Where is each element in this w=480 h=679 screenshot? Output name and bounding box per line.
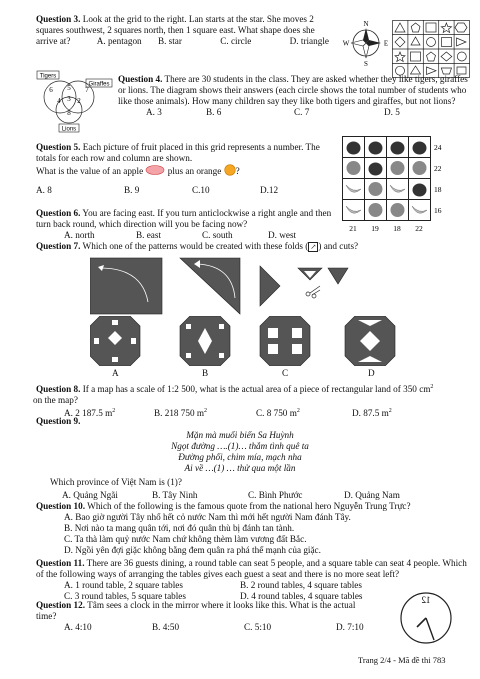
- pattern-label-d[interactable]: D: [368, 368, 375, 378]
- question-number: Question 3.: [36, 14, 81, 24]
- option-a[interactable]: A. Quảng Ngãi: [62, 490, 118, 500]
- question-6: [36, 208, 336, 241]
- question-7: Question 7. Which one of the patterns would be created with these folds ( ↗ ) and cuts?: [36, 241, 359, 251]
- question-text: Which one of the patterns would be created with these folds (: [80, 241, 309, 251]
- orange-icon: [413, 161, 427, 175]
- orange-icon: [224, 164, 236, 176]
- option-c[interactable]: C. Bình Phước: [248, 490, 303, 500]
- question-9-options: [62, 490, 470, 501]
- option-c[interactable]: C. Ta thà làm quỷ nước Nam chứ không thèm làm vương đất Bắc.: [64, 534, 307, 544]
- option-d[interactable]: D. triangle: [289, 36, 329, 46]
- orange-icon: [369, 182, 383, 196]
- option-d[interactable]: D. 4 round tables, 4 square tables: [240, 591, 363, 601]
- orange-icon: [369, 203, 383, 217]
- option-d[interactable]: D. Quảng Nam: [344, 490, 400, 500]
- poem-line-4: Ai về …(1) … thử qua một lần: [184, 463, 296, 473]
- option-c[interactable]: C. 3 round tables, 5 square tables: [64, 591, 186, 601]
- question-3: [36, 14, 336, 47]
- venn-n3: 3: [67, 95, 71, 103]
- page-footer: Trang 2/4 - Mã đề thi 783: [358, 655, 446, 665]
- option-d[interactable]: D. west: [268, 230, 297, 240]
- option-b[interactable]: B. star: [157, 36, 182, 46]
- poem-line-3: Đường phối, chim mía, mạch nha: [178, 452, 302, 462]
- compass-w: W: [342, 39, 350, 48]
- question-text: If a map has a scale of 1:2 500, what is the actual area of a piece of rectangular land of 350 cm: [80, 384, 431, 395]
- question-number: Question 8.: [36, 384, 81, 395]
- option-c[interactable]: C. south: [202, 230, 233, 240]
- apple-icon: [391, 142, 405, 155]
- venn-n2: 2: [77, 97, 81, 105]
- option-d[interactable]: D. Ngồi yên đợi giặc không bằng đem quân ra phá thế mạnh của giặc.: [64, 545, 321, 555]
- option-b[interactable]: B. 218 750 $m^2$: [154, 408, 208, 419]
- question-10: [36, 501, 470, 556]
- option-c[interactable]: C. 8 750 $m^2$: [256, 408, 300, 419]
- orange-icon: [391, 161, 405, 175]
- option-b[interactable]: B. 2 round tables, 4 square tables: [240, 580, 362, 590]
- col-total-2: 19: [371, 224, 379, 233]
- question-12: [36, 600, 366, 633]
- option-d[interactable]: D. 87.5 $m^2$: [352, 408, 392, 419]
- folding-steps: [90, 254, 360, 318]
- compass-n: N: [363, 20, 369, 28]
- question-number: Question 7.: [36, 241, 81, 251]
- venn-n7: 7: [85, 86, 89, 94]
- compass-rose: [342, 18, 390, 68]
- question-9-ask: Which province of Việt Nam is (1)?: [50, 477, 182, 487]
- compass-s: S: [364, 60, 368, 68]
- pattern-options: [90, 316, 410, 366]
- option-a[interactable]: A. pentagon: [96, 36, 142, 46]
- venn-label-giraffes: Giraffes: [88, 81, 110, 88]
- option-b[interactable]: B. 6: [206, 107, 222, 117]
- option-c[interactable]: C. 5:10: [244, 622, 272, 632]
- poem-line-1: Mặn mà muối biển Sa Huỳnh: [186, 430, 294, 440]
- question-4: [118, 74, 468, 118]
- question-text: Each picture of fruit placed in this grid represents a number. The totals for each row and column are shown.: [36, 142, 320, 163]
- compass-e: E: [383, 39, 389, 48]
- mirror-clock: [398, 588, 454, 648]
- option-a[interactable]: A. 1 round table, 2 square tables: [64, 580, 183, 590]
- pattern-label-b[interactable]: B: [202, 368, 209, 378]
- option-d[interactable]: D. 7:10: [336, 622, 364, 632]
- option-b[interactable]: B. east: [136, 230, 162, 240]
- question-number: Question 10.: [36, 501, 86, 511]
- apple-icon: [413, 184, 427, 197]
- question-number: Question 5.: [36, 142, 81, 152]
- poem-line-2: Ngọt đường ….(1)… thắm tình quê ta: [171, 441, 309, 451]
- question-5: Question 5. Each picture of fruit placed in this grid represents a number. The totals for each row and column are shown. What is the value of an apple plus an orange ? A. 8 B. 9 C.10 D.12: [36, 142, 320, 195]
- question-9: [36, 416, 470, 427]
- option-d[interactable]: D. 5: [384, 107, 400, 117]
- shape-grid: [392, 20, 470, 78]
- col-total-4: 22: [415, 224, 423, 233]
- question-8: Question 8. If a map has a scale of 1:2 500, what is the actual area of a piece of rectangular land of 350 $cm^2$ on the map? A. 2 187.5 $m^2$ B. 218 750 $m^2$ C. 8 750 $m^2$ D. 87.5 $m^2$: [33, 384, 434, 419]
- question-number: Question 11.: [36, 558, 85, 568]
- venn-n8: 8: [67, 109, 71, 117]
- option-b[interactable]: B. Tây Ninh: [152, 490, 198, 500]
- question-text: Tâm sees a clock in the mirror where it looks like this. What is the actual time?: [36, 600, 356, 621]
- question-text: There are 36 guests dining, a round table can seat 5 people, and a square table can seat 4 people. Which of the following ways of arranging the tables gives each guest a seat and there is no more seat left?: [36, 558, 467, 579]
- venn-diagram: [36, 70, 116, 134]
- question-text: Which of the following is the famous quote from the national hero Nguyễn Trung Trực?: [85, 501, 411, 511]
- question-text: Look at the grid to the right. Lan starts at the star. She moves 2 squares southwest, 2 squares north, then 1 square east. What shape does she arrive at?: [36, 14, 315, 46]
- option-c[interactable]: C. circle: [220, 36, 252, 46]
- option-b[interactable]: B. 9: [124, 185, 140, 195]
- row-total-2: 22: [434, 164, 442, 173]
- option-d[interactable]: D.12: [260, 185, 279, 195]
- apple-icon: [145, 165, 165, 175]
- option-a[interactable]: A. 8: [36, 185, 52, 195]
- option-a[interactable]: A. Bao giờ người Tây nhổ hết cỏ nước Nam thì mới hết người Nam đánh Tây.: [64, 512, 351, 522]
- question-number: Question 9.: [36, 416, 81, 426]
- orange-icon: [347, 161, 361, 175]
- option-b[interactable]: B. Nơi nào ta mang quân tới, nơi đó quân thù bị đánh tan tành.: [64, 523, 295, 533]
- pattern-label-a[interactable]: A: [112, 368, 119, 378]
- venn-n5: 5: [67, 84, 71, 92]
- option-b[interactable]: B. 4:50: [152, 622, 180, 632]
- apple-icon: [369, 163, 383, 176]
- option-a[interactable]: A. 2 187.5 $m^2$: [64, 408, 116, 419]
- question-text: There are 30 students in the class. They are asked whether they like tigers, giraffes or lions. The diagram shows their answers (each circle shows the total number of students who like those animals). How many children say they like both tigers and giraffes, but not lions?: [118, 74, 468, 106]
- question-number: Question 12.: [36, 600, 86, 610]
- option-a[interactable]: A. 3: [146, 107, 162, 117]
- orange-icon: [391, 203, 405, 217]
- clock-12-mirrored: 12: [421, 595, 431, 605]
- option-c[interactable]: C. 7: [294, 107, 310, 117]
- question-number: Question 4.: [118, 74, 163, 84]
- question-number: Question 6.: [36, 208, 81, 218]
- venn-n4: 4: [57, 97, 61, 105]
- venn-label-lions: Lions: [61, 126, 77, 133]
- col-total-3: 18: [393, 224, 401, 233]
- option-c[interactable]: C.10: [192, 185, 210, 195]
- question-text: You are facing east. If you turn anticlockwise a right angle and then turn back round, which direction will you be facing now?: [36, 208, 332, 229]
- pattern-label-c[interactable]: C: [282, 368, 289, 378]
- apple-icon: [413, 142, 427, 155]
- col-total-1: 21: [349, 224, 357, 233]
- row-total-3: 18: [434, 185, 442, 194]
- fold-arrow-icon: ↗: [308, 242, 318, 252]
- row-total-4: 16: [434, 206, 442, 215]
- fruit-grid: [342, 136, 472, 234]
- option-a[interactable]: A. 4:10: [64, 622, 92, 632]
- row-total-1: 24: [434, 143, 442, 152]
- apple-icon: [369, 142, 383, 155]
- venn-label-tigers: Tigers: [39, 73, 57, 80]
- venn-n6: 6: [49, 86, 53, 94]
- question-text-2: What is the value of an apple: [36, 166, 146, 176]
- option-a[interactable]: A. north: [64, 230, 95, 240]
- apple-icon: [347, 142, 361, 155]
